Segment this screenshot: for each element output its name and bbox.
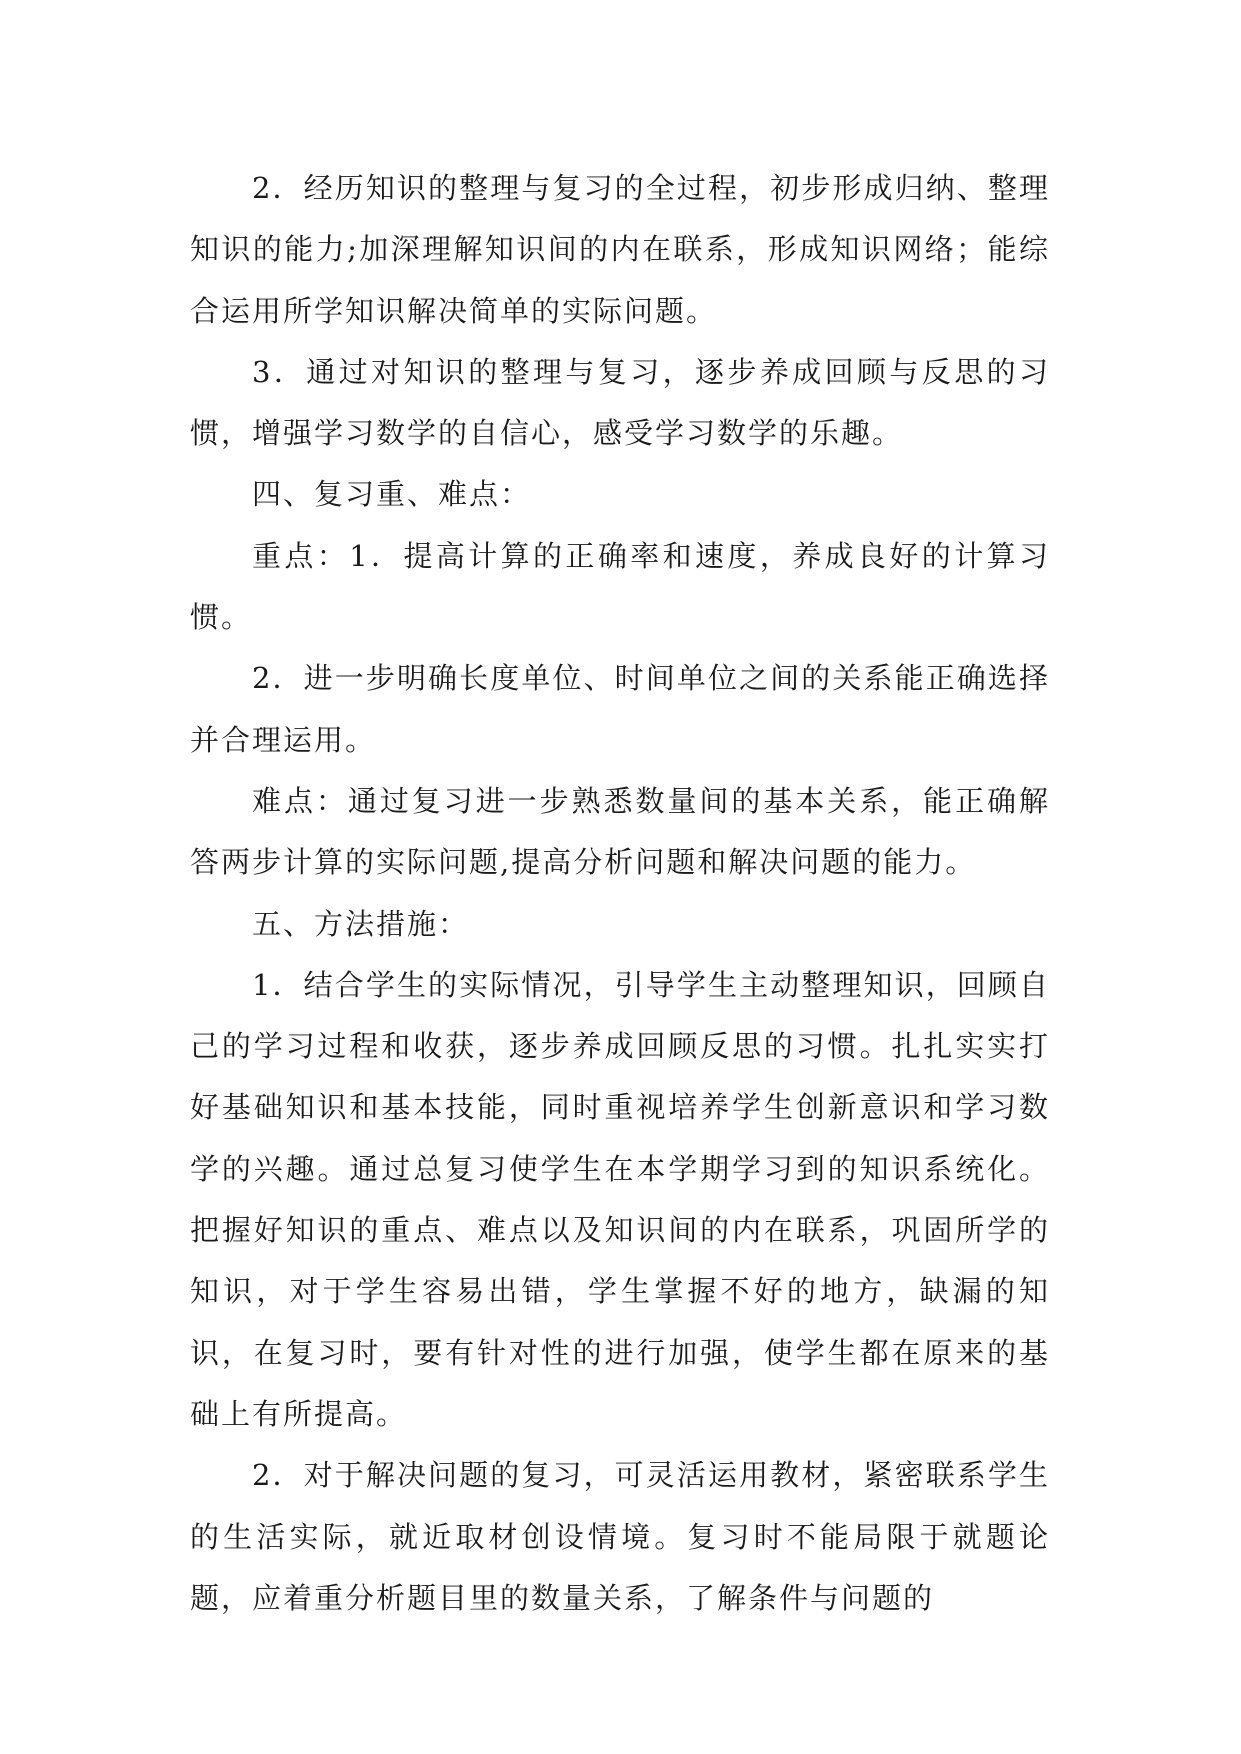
section-heading-methods: 五、方法措施：	[252, 906, 470, 941]
paragraph-goal-2: 2．经历知识的整理与复习的全过程，初步形成归纳、整理知识的能力;加深理解知识间的内在联系，形成知识网络；能综合运用所学知识解决简单的实际问题。	[190, 171, 1050, 328]
paragraph-key-point-2: 2．进一步明确长度单位、时间单位之间的关系能正确选择并合理运用。	[190, 661, 1050, 757]
paragraph-difficulty: 难点：通过复习进一步熟悉数量间的基本关系，能正确解答两步计算的实际问题,提高分析问题和解决问题的能力。	[190, 783, 1050, 880]
document-body	[190, 158, 1050, 1629]
section-heading-key-points: 四、复习重、难点：	[252, 477, 532, 512]
paragraph-method-1: 1．结合学生的实际情况，引导学生主动整理知识，回顾自己的学习过程和收获，逐步养成回顾反思的习惯。扎扎实实打好基础知识和基本技能，同时重视培养学生创新意识和学习数学的兴趣。通过总复习使学生在本学期学习到的知识系统化。把握好知识的重点、难点以及知识间的内在联系，巩固所学的知识，对于学生容易出错，学生掌握不好的地方，缺漏的知识，在复习时，要有针对性的进行加强，使学生都在原来的基础上有所提高。	[190, 967, 1050, 1431]
paragraph-method-2: 2．对于解决问题的复习，可灵活运用教材，紧密联系学生的生活实际，就近取材创设情境。复习时不能局限于就题论题，应着重分析题目里的数量关系，了解条件与问题的	[190, 1458, 1050, 1615]
paragraph-key-point-1: 重点：1．提高计算的正确率和速度，养成良好的计算习惯。	[190, 538, 1050, 635]
paragraph-goal-3: 3．通过对知识的整理与复习，逐步养成回顾与反思的习惯，增强学习数学的自信心，感受学习数学的乐趣。	[190, 354, 1050, 451]
